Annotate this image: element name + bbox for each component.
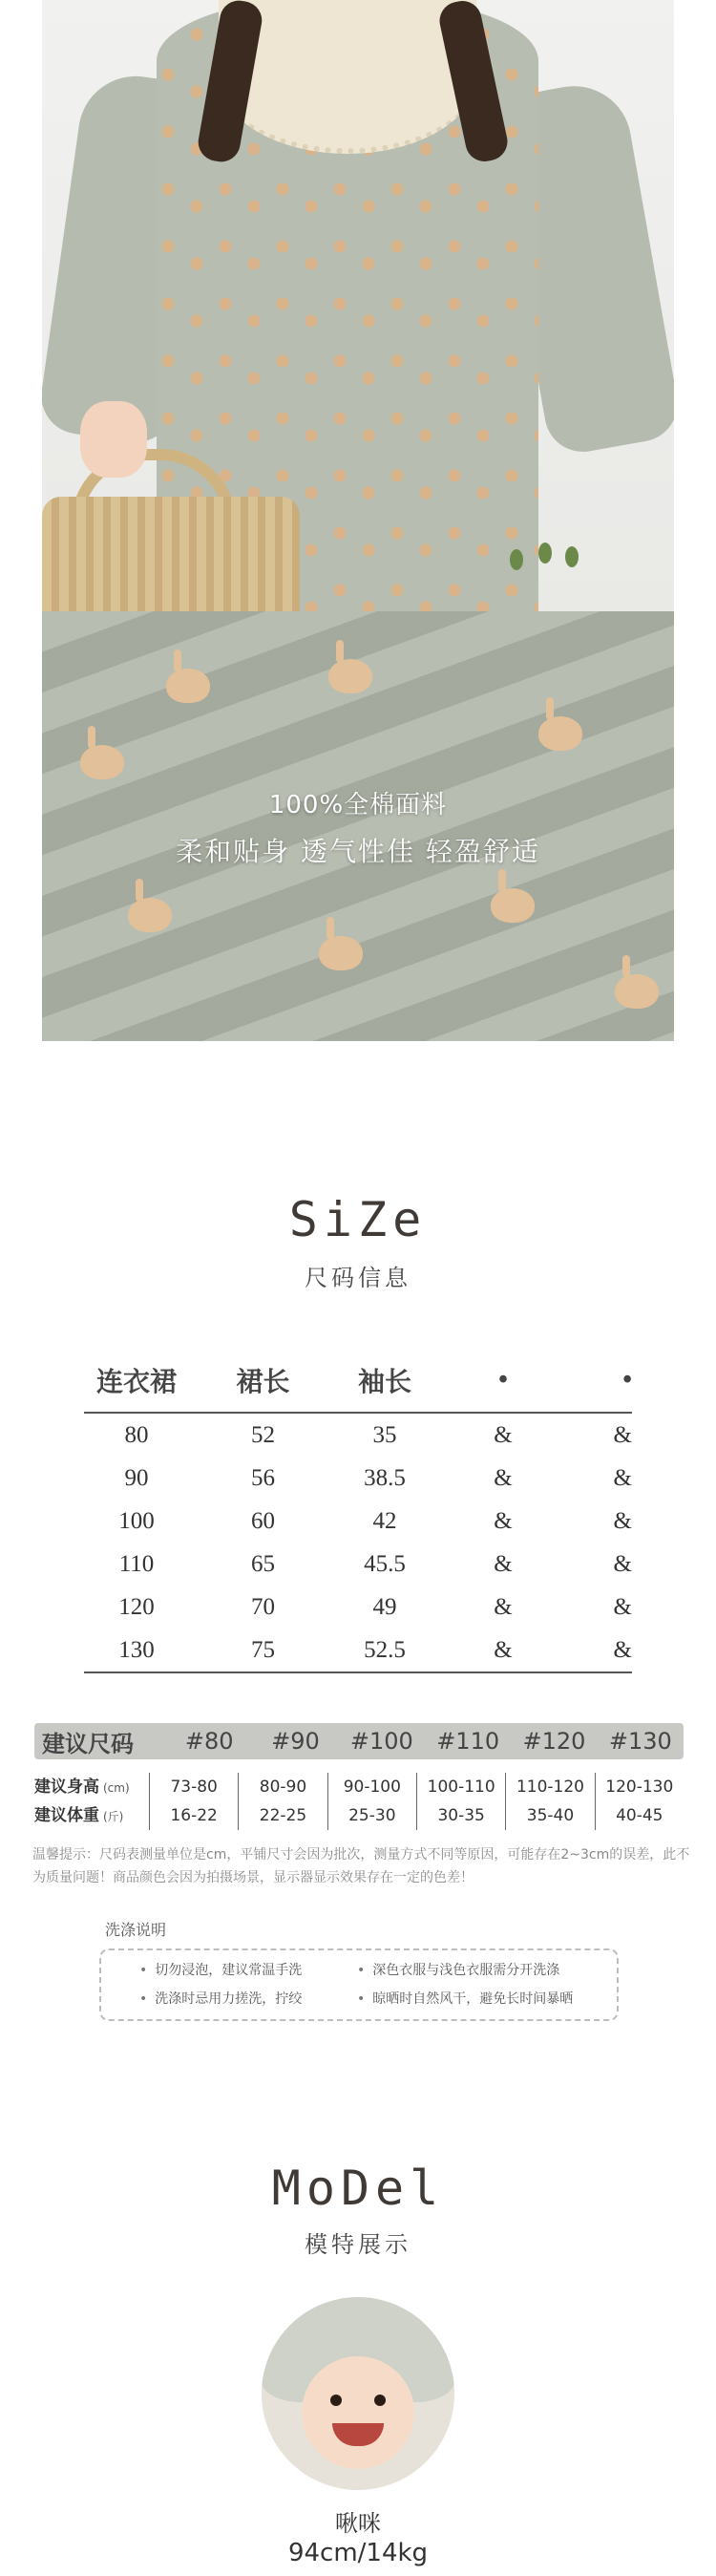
wicker-basket <box>42 497 300 611</box>
bunny-print <box>538 716 582 751</box>
weight-value: 30-35 <box>437 1806 485 1825</box>
size-column <box>238 1773 326 1830</box>
weight-label-row <box>34 1801 149 1830</box>
table-row <box>84 1629 632 1673</box>
bunny-print <box>319 936 363 970</box>
wash-item: • 切勿浸泡，建议常温手洗 <box>139 1960 302 1979</box>
table-cell: 52.5 <box>364 1636 406 1663</box>
suggested-row-labels <box>34 1773 149 1830</box>
table-cell: & <box>494 1421 513 1448</box>
weight-label: 建议体重 <box>34 1806 99 1825</box>
table-header: 袖长 <box>357 1368 411 1397</box>
table-cell: & <box>613 1593 632 1620</box>
table-row <box>84 1457 632 1500</box>
table-header-row <box>84 1349 632 1414</box>
table-cell: 75 <box>251 1636 275 1663</box>
table-cell: 49 <box>372 1593 397 1620</box>
table-cell: 45.5 <box>364 1550 406 1577</box>
model-face <box>302 2356 414 2469</box>
suggested-size-table <box>34 1723 684 1830</box>
size-column <box>149 1773 238 1830</box>
table-cell: 70 <box>251 1593 275 1620</box>
size-column <box>595 1773 684 1830</box>
table-cell: 130 <box>118 1636 155 1663</box>
model-avatar <box>262 2297 454 2490</box>
wash-instructions-box <box>99 1948 619 2021</box>
weight-value: 40-45 <box>616 1806 663 1825</box>
table-cell: 120 <box>118 1593 155 1620</box>
wash-item: • 洗涤时忌用力搓洗，拧绞 <box>139 1989 302 2008</box>
size-option: #120 <box>522 1728 586 1755</box>
bunny-print <box>491 888 535 923</box>
table-cell: & <box>494 1507 513 1534</box>
height-value: 90-100 <box>343 1778 401 1797</box>
table-cell: & <box>613 1421 632 1448</box>
size-column <box>327 1773 416 1830</box>
suggested-size-label: 建议尺码 <box>42 1730 134 1757</box>
table-cell: & <box>494 1593 513 1620</box>
table-cell: & <box>613 1464 632 1491</box>
suggested-size-columns <box>149 1773 684 1830</box>
sprout-decoration <box>510 549 523 570</box>
fabric-features: 柔和贴身 透气性佳 轻盈舒适 <box>176 836 540 867</box>
table-cell: 100 <box>118 1507 155 1534</box>
height-value: 100-110 <box>427 1778 495 1797</box>
product-photo-dress <box>42 0 674 611</box>
table-cell: 42 <box>372 1507 397 1534</box>
table-row <box>84 1543 632 1586</box>
weight-value: 25-30 <box>348 1806 396 1825</box>
table-cell: 56 <box>251 1464 275 1491</box>
model-size: 94cm/14kg <box>287 2539 429 2567</box>
height-value: 73-80 <box>170 1778 218 1797</box>
bunny-print <box>166 669 210 703</box>
size-option: #130 <box>608 1728 672 1755</box>
model-eye <box>374 2395 386 2406</box>
size-option: #80 <box>184 1728 234 1755</box>
table-cell: & <box>613 1550 632 1577</box>
bunny-print <box>328 659 372 693</box>
weight-value: 16-22 <box>170 1806 218 1825</box>
table-header: • <box>498 1365 508 1394</box>
table-cell: 52 <box>251 1421 275 1448</box>
model-name: 啾咪 <box>335 2510 381 2537</box>
suggested-size-header <box>34 1723 684 1759</box>
model-title-cn: 模特展示 <box>305 2231 411 2258</box>
size-measure-table <box>84 1349 632 1673</box>
table-cell: 110 <box>118 1550 155 1577</box>
table-cell: 60 <box>251 1507 275 1534</box>
size-tip-note: 温馨提示：尺码表测量单位是cm，平铺尺寸会因为批次，测量方式不同等原因，可能存在2~3cm的误差，此不为质量问题！商品颜色会因为拍摄场景，显示器显示效果存在一定的色差！ <box>32 1847 690 1885</box>
bunny-print <box>128 898 172 932</box>
size-column <box>416 1773 505 1830</box>
wash-item: • 深色衣服与浅色衣服需分开洗涤 <box>357 1960 559 1979</box>
wash-title: 洗涤说明 <box>105 1921 167 1939</box>
weight-value: 22-25 <box>259 1806 307 1825</box>
sprout-decoration <box>565 546 579 567</box>
height-label-row <box>34 1773 149 1801</box>
table-cell: & <box>494 1464 513 1491</box>
height-value: 80-90 <box>259 1778 307 1797</box>
table-cell: & <box>613 1507 632 1534</box>
table-cell: & <box>613 1636 632 1663</box>
fabric-headline: 100%全棉面料 <box>268 791 448 820</box>
size-title-en: SiZe <box>288 1192 428 1247</box>
model-smile <box>332 2423 384 2446</box>
bunny-print <box>80 745 124 779</box>
table-header: • <box>622 1365 632 1394</box>
height-label: 建议身高 <box>34 1778 99 1797</box>
table-cell: & <box>494 1636 513 1663</box>
weight-value: 35-40 <box>526 1806 575 1825</box>
size-option: #90 <box>271 1728 320 1755</box>
model-title-en: MoDel <box>271 2161 445 2216</box>
table-row <box>84 1586 632 1629</box>
table-header: 裙长 <box>236 1368 290 1397</box>
size-option: #100 <box>349 1728 413 1755</box>
table-cell: 35 <box>372 1421 397 1448</box>
weight-unit: (斤) <box>103 1810 124 1823</box>
height-value: 120-130 <box>605 1778 674 1797</box>
table-cell: 80 <box>124 1421 149 1448</box>
table-header: 连衣裙 <box>95 1368 177 1397</box>
size-option: #110 <box>436 1728 500 1755</box>
model-eye <box>330 2395 342 2406</box>
sprout-decoration <box>538 543 552 564</box>
bunny-print <box>615 974 659 1009</box>
wash-item: • 晾晒时自然风干，避免长时间暴晒 <box>357 1989 573 2008</box>
table-row <box>84 1500 632 1543</box>
height-unit: (cm) <box>103 1781 130 1795</box>
fabric-closeup-photo <box>42 611 674 1041</box>
suggested-size-body <box>34 1773 684 1830</box>
table-cell: 65 <box>251 1550 275 1577</box>
size-title-cn: 尺码信息 <box>305 1265 411 1291</box>
table-cell: 38.5 <box>364 1464 406 1491</box>
height-value: 110-120 <box>516 1778 584 1797</box>
child-hand <box>80 401 147 478</box>
table-cell: & <box>494 1550 513 1577</box>
table-cell: 90 <box>124 1464 149 1491</box>
table-row <box>84 1414 632 1457</box>
size-column <box>505 1773 594 1830</box>
